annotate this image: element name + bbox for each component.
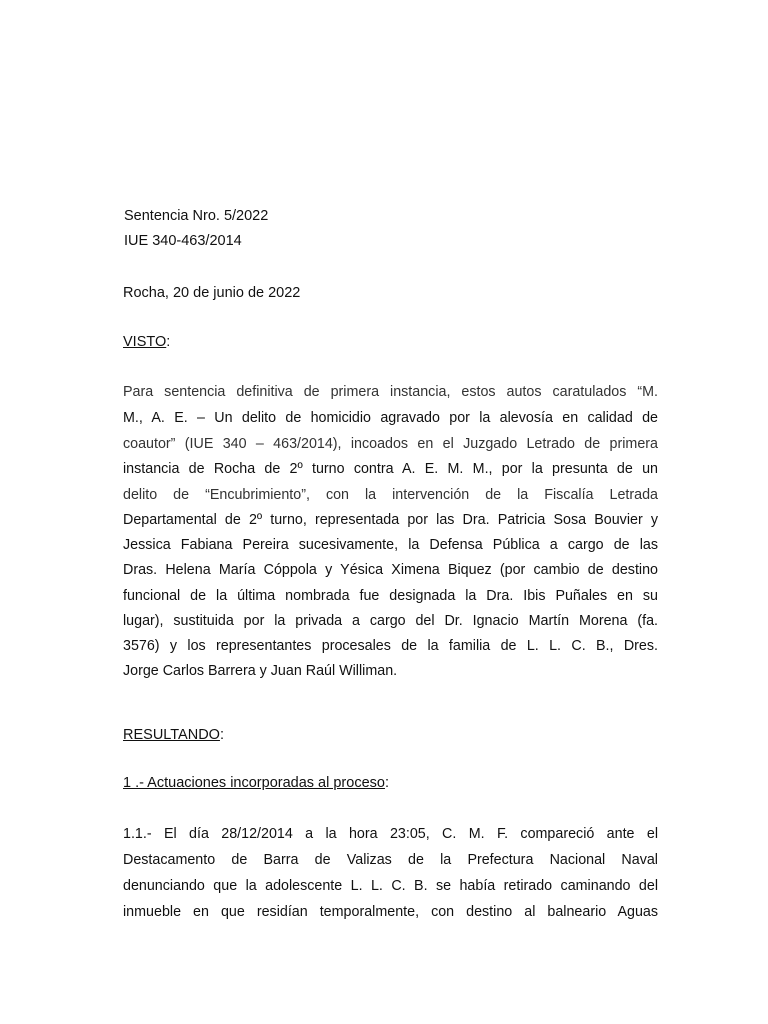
visto-line-8: Dras. Helena María Cóppola y Yésica Ximena Biquez (por cambio de destino xyxy=(123,562,658,578)
visto-line-10: lugar), sustituida por la privada a cargo del Dr. Ignacio Martín Morena (fa. xyxy=(123,613,658,629)
visto-line-12: Jorge Carlos Barrera y Juan Raúl Williman. xyxy=(123,663,398,679)
visto-line-7: Jessica Fabiana Pereira sucesivamente, la Defensa Pública a cargo de las xyxy=(123,537,658,553)
visto-line-5: delito de “Encubrimiento”, con la intervención de la Fiscalía Letrada xyxy=(123,487,658,503)
visto-heading xyxy=(123,334,170,350)
visto-line-4: instancia de Rocha de 2º turno contra A. E. M. M., por la presunta de un xyxy=(123,461,658,477)
visto-heading-text: VISTO xyxy=(123,334,167,350)
resultando-line-2: Destacamento de Barra de Valizas de la Prefectura Nacional Naval xyxy=(123,852,658,868)
visto-line-1: Para sentencia definitiva de primera instancia, estos autos caratulados “M. xyxy=(123,384,658,400)
resultando-subheading-text: 1 .- Actuaciones incorporadas al proceso xyxy=(123,775,385,791)
resultando-subheading xyxy=(123,775,389,791)
visto-line-11: 3576) y los representantes procesales de la familia de L. L. C. B., Dres. xyxy=(123,638,658,654)
resultando-line-4: inmueble en que residían temporalmente, con destino al balneario Aguas xyxy=(123,904,658,920)
visto-line-2: M., A. E. – Un delito de homicidio agravado por la alevosía en calidad de xyxy=(123,410,658,426)
resultando-line-1: 1.1.- El día 28/12/2014 a la hora 23:05, C. M. F. compareció ante el xyxy=(123,826,658,842)
resultando-subheading-colon: : xyxy=(384,775,389,791)
case-iue: IUE 340-463/2014 xyxy=(124,233,242,249)
resultando-heading-colon: : xyxy=(219,727,224,743)
resultando-heading-text: RESULTANDO xyxy=(123,727,220,743)
sentence-number: Sentencia Nro. 5/2022 xyxy=(124,208,269,224)
resultando-line-3: denunciando que la adolescente L. L. C. B. se había retirado caminando del xyxy=(123,878,658,894)
visto-line-9: funcional de la última nombrada fue designada la Dra. Ibis Puñales en su xyxy=(123,588,658,604)
visto-line-3: coautor” (IUE 340 – 463/2014), incoados en el Juzgado Letrado de primera xyxy=(123,436,658,452)
place-date: Rocha, 20 de junio de 2022 xyxy=(123,285,301,301)
visto-line-6: Departamental de 2º turno, representada por las Dra. Patricia Sosa Bouvier y xyxy=(123,512,658,528)
resultando-heading xyxy=(123,727,224,743)
visto-heading-colon: : xyxy=(166,334,171,350)
